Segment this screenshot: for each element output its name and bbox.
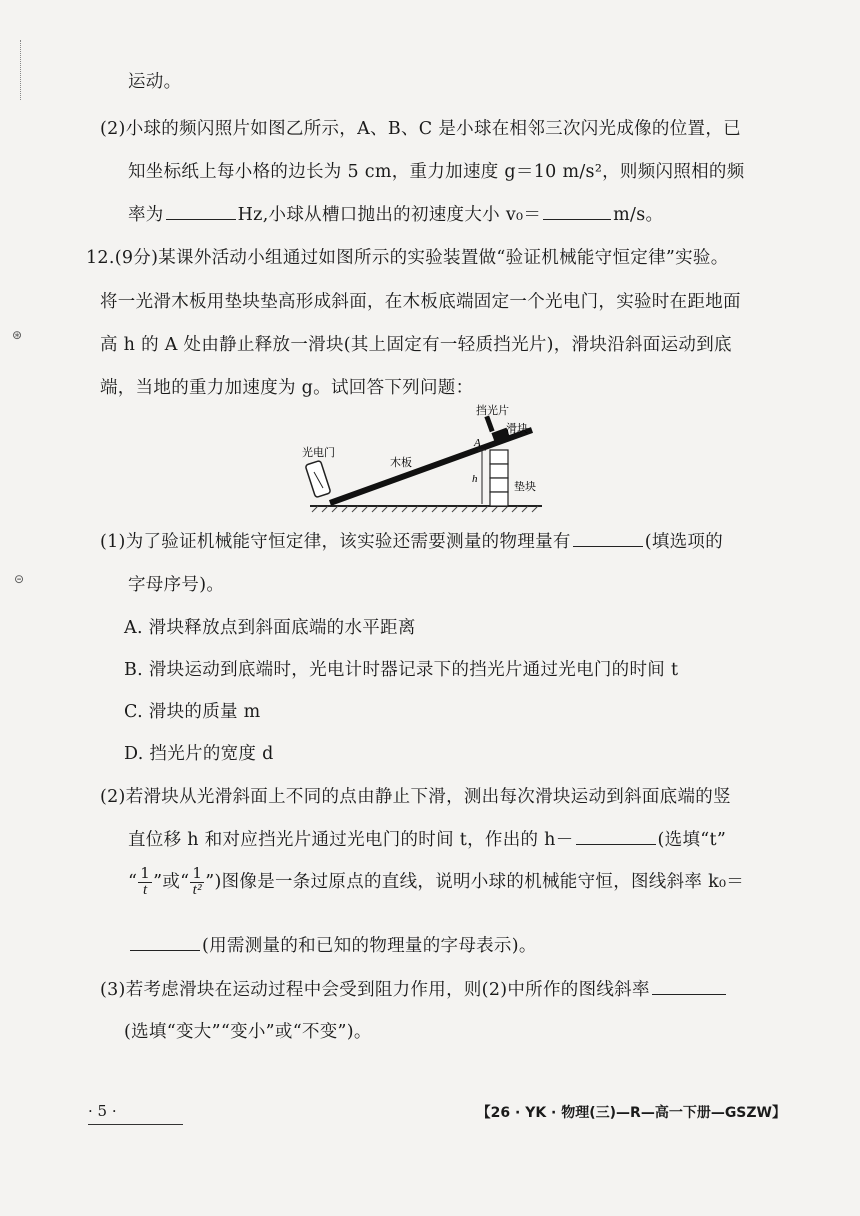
page-number [88, 1102, 117, 1120]
label-photogate: 光电门 [302, 446, 335, 459]
label-slider: 滑块 [506, 422, 528, 435]
frac1-den: t [142, 881, 148, 898]
frac2-num: 1 [192, 864, 203, 882]
frac1-num: 1 [140, 864, 151, 882]
continuation-text: 运动。 [128, 72, 182, 92]
answer-blank-graph-type[interactable] [576, 843, 656, 845]
p2-or: ”或“ [153, 871, 190, 892]
margin-dots [20, 40, 23, 100]
label-block: 垫块 [514, 480, 536, 493]
option-c: C. 滑块的质量 m [124, 702, 261, 722]
p1-line2: 字母序号)。 [128, 575, 225, 595]
fraction-one-over-t [138, 866, 152, 899]
page-number-rule [88, 1124, 183, 1125]
photogate-icon [305, 460, 331, 497]
label-height-h: h [472, 473, 478, 485]
support-blocks [490, 450, 508, 506]
answer-blank-slope[interactable] [130, 949, 200, 951]
p1-line1-text: (1)为了验证机械能守恒定律，该实验还需要测量的物理量有 [100, 532, 571, 552]
p2-line2-text: 直位移 h 和对应挡光片通过光电门的时间 t，作出的 h－ [128, 830, 574, 850]
shutter-piece [484, 415, 494, 432]
p2-line3 [128, 866, 744, 899]
option-a: A. 滑块释放点到斜面底端的水平距离 [124, 618, 416, 638]
label-board: 木板 [390, 456, 412, 469]
p2-line4-text: (用需测量的和已知的物理量的字母表示)。 [202, 936, 537, 956]
q11-line3-text-c: m/s。 [613, 205, 664, 225]
q12-intro-line4: 端，当地的重力加速度为 g。试回答下列问题： [100, 378, 474, 398]
answer-blank-slope-change[interactable] [652, 993, 726, 995]
label-shutter: 挡光片 [476, 404, 509, 417]
q12-intro-line1: 12.(9分)某课外活动小组通过如图所示的实验装置做“验证机械能守恒定律”实验。 [86, 248, 729, 268]
answer-blank-p1[interactable] [573, 545, 643, 547]
p3-line2: (选填“变大”“变小”或“不变”)。 [124, 1022, 372, 1042]
answer-blank-v0[interactable] [543, 218, 611, 220]
experiment-figure [280, 400, 570, 520]
margin-binding-mark-2: ⊝ [14, 572, 25, 586]
open-quote: “ [128, 871, 138, 892]
p2-line2-tail: (选填“t” [657, 830, 727, 850]
p2-line2 [128, 826, 726, 851]
p2-line4 [128, 932, 537, 957]
fraction-one-over-t-squared [190, 866, 204, 899]
option-d: D. 挡光片的宽度 d [124, 744, 274, 764]
frac2-den: t² [192, 881, 202, 898]
p2-line3-text: ”)图像是一条过原点的直线，说明小球的机械能守恒，图线斜率 k₀＝ [205, 871, 745, 892]
q11-part2-line2: 知坐标纸上每小格的边长为 5 cm，重力加速度 g＝10 m/s²，则频闪照相的频 [128, 162, 745, 182]
p2-line1: (2)若滑块从光滑斜面上不同的点由静止下滑，测出每次滑块运动到斜面底端的竖 [100, 787, 731, 807]
q12-intro-line2: 将一光滑木板用垫块垫高形成斜面，在木板底端固定一个光电门，实验时在距地面 [100, 292, 741, 312]
label-point-a: A [474, 437, 481, 449]
answer-blank-frequency[interactable] [166, 218, 236, 220]
p1-line1 [100, 528, 723, 553]
p1-line1-tail: (填选项的 [644, 532, 724, 552]
q12-intro-line3: 高 h 的 A 处由静止释放一滑块(其上固定有一轻质挡光片)，滑块沿斜面运动到底 [100, 335, 732, 355]
q11-line3-text-a: 率为 [128, 205, 164, 225]
page-number-text: · 5 · [88, 1102, 117, 1120]
p3-line1-text: (3)若考虑滑块在运动过程中会受到阻力作用，则(2)中所作的图线斜率 [100, 980, 650, 1000]
exam-code: 【26 · YK · 物理(三)—R—高一下册—GSZW】 [476, 1105, 786, 1121]
option-b: B. 滑块运动到底端时，光电计时器记录下的挡光片通过光电门的时间 t [124, 660, 679, 680]
q11-line3-text-b: Hz,小球从槽口抛出的初速度大小 v₀＝ [237, 205, 542, 225]
margin-binding-mark: ⊛ [12, 328, 23, 342]
q11-part2-line3 [128, 201, 663, 226]
q11-part2-line1: (2)小球的频闪照片如图乙所示，A、B、C 是小球在相邻三次闪光成像的位置，已 [100, 119, 741, 139]
p3-line1 [100, 976, 728, 1001]
